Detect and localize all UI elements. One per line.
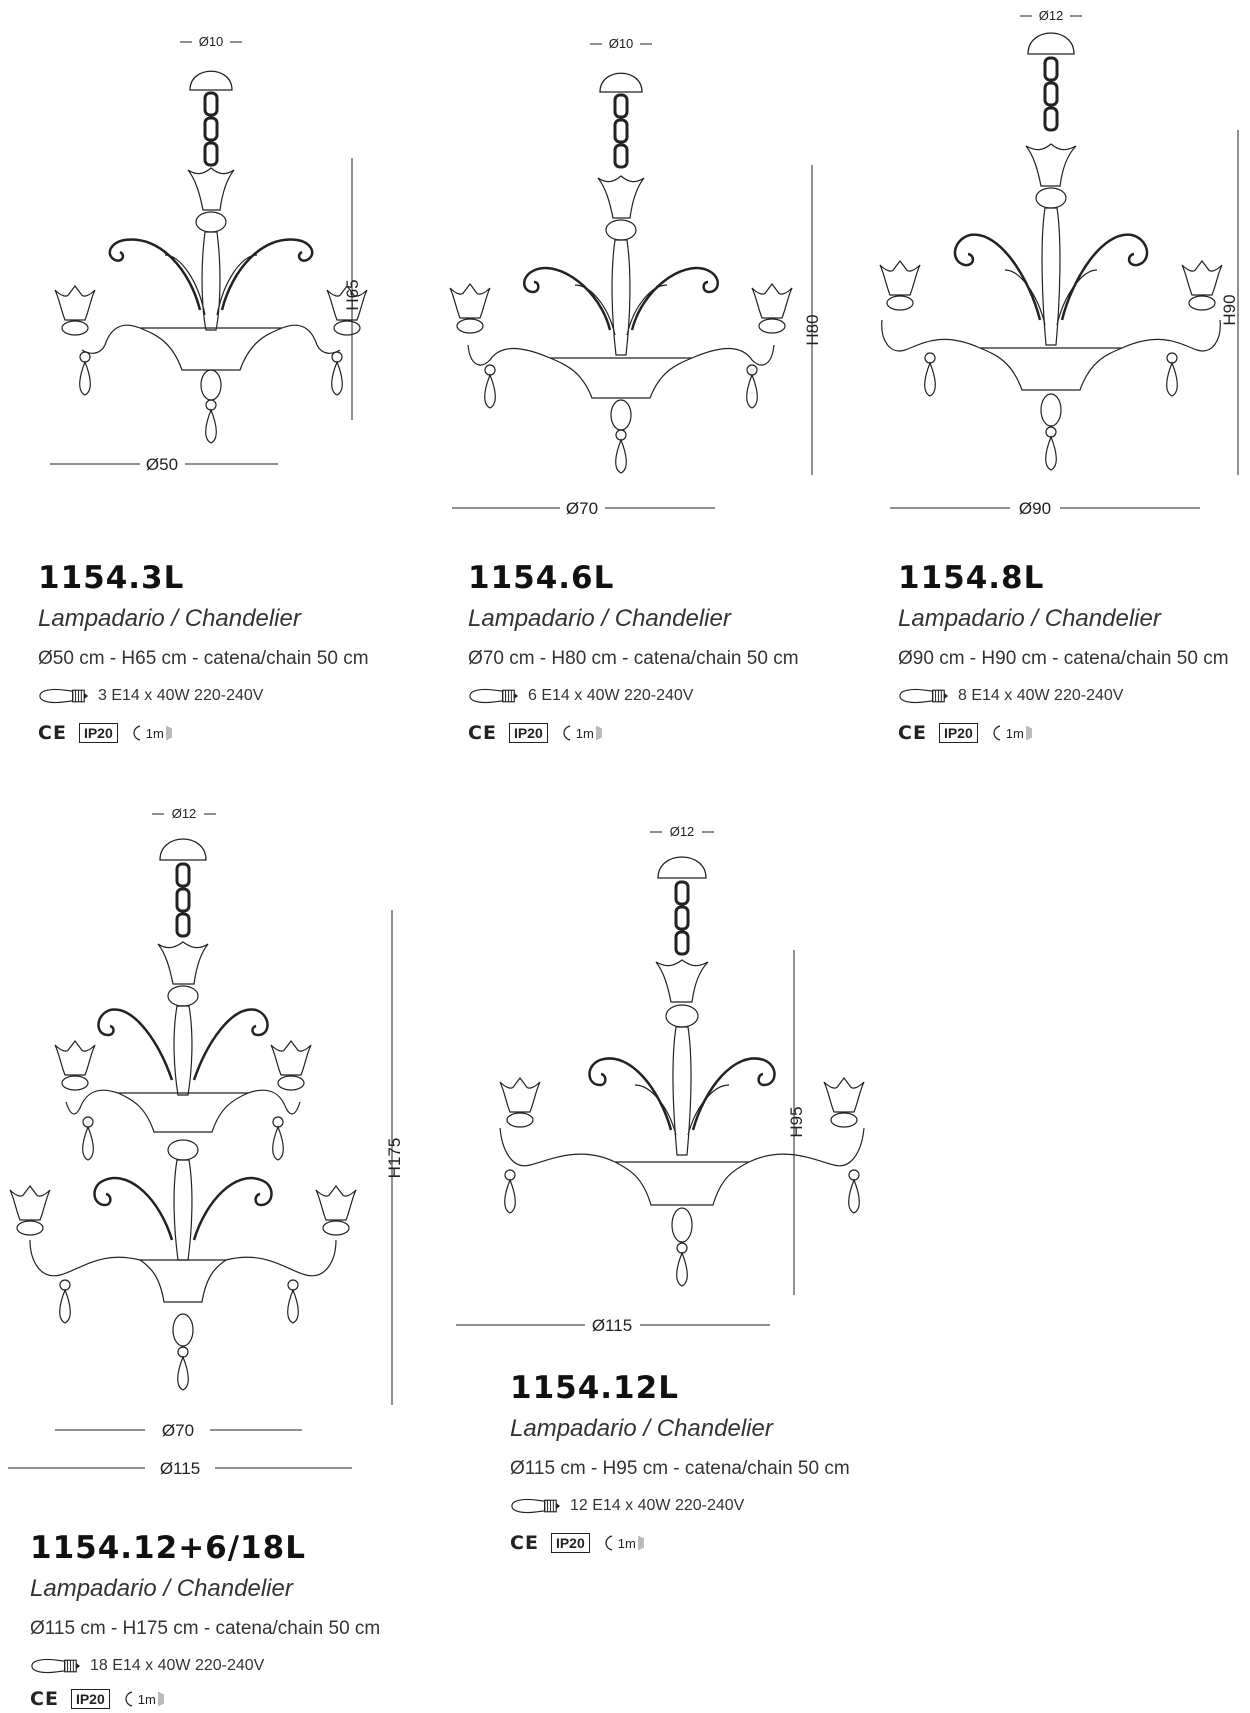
cable-length <box>130 724 172 742</box>
bulb-icon <box>30 1656 82 1676</box>
cable-length-text: 1m <box>145 725 164 741</box>
product-1154-12-6-18l <box>0 790 480 1710</box>
product-1154-6l <box>430 0 850 744</box>
ip-rating-badge: IP20 <box>551 1533 590 1553</box>
product-1154-3l <box>0 0 420 744</box>
certifications <box>510 1532 644 1554</box>
product-1154-12l <box>490 810 910 1600</box>
chandelier-drawing <box>0 790 480 1490</box>
certifications <box>30 1688 164 1710</box>
bulb-spec <box>510 1496 744 1516</box>
bulb-spec-text: 18 E14 x 40W 220-240V <box>90 1657 265 1674</box>
bulb-spec <box>30 1656 264 1676</box>
cable-icon <box>560 724 574 742</box>
diameter-outer-label: Ø115 <box>159 1459 201 1478</box>
ground-lines-icon <box>158 1691 164 1707</box>
ce-mark-icon: CE <box>38 722 67 744</box>
bulb-icon <box>38 686 90 706</box>
ce-mark-icon: CE <box>30 1688 59 1710</box>
cable-length-text: 1m <box>1005 725 1024 741</box>
product-dimensions: Ø50 cm - H65 cm - catena/chain 50 cm <box>38 648 369 669</box>
product-dimensions: Ø115 cm - H95 cm - catena/chain 50 cm <box>510 1458 850 1479</box>
canopy-diameter-label: Ø12 <box>171 806 197 821</box>
cable-length-text: 1m <box>137 1691 156 1707</box>
certifications <box>898 722 1032 744</box>
product-code: 1154.12L <box>510 1370 679 1406</box>
certifications <box>38 722 172 744</box>
ground-lines-icon <box>638 1535 644 1551</box>
cable-length <box>122 1690 164 1708</box>
product-dimensions: Ø115 cm - H175 cm - catena/chain 50 cm <box>30 1618 381 1639</box>
product-dimensions: Ø90 cm - H90 cm - catena/chain 50 cm <box>898 648 1229 669</box>
diameter-label: Ø50 <box>145 455 179 474</box>
product-type: Lampadario / Chandelier <box>898 605 1161 632</box>
height-label: H95 <box>787 1106 806 1138</box>
product-type: Lampadario / Chandelier <box>468 605 731 632</box>
ground-lines-icon <box>596 725 602 741</box>
canopy-diameter-label: Ø10 <box>608 36 634 51</box>
product-type: Lampadario / Chandelier <box>30 1575 293 1602</box>
product-1154-8l <box>860 0 1250 744</box>
diameter-label: Ø115 <box>591 1316 633 1335</box>
diameter-label: Ø70 <box>565 499 599 518</box>
ground-lines-icon <box>166 725 172 741</box>
ground-lines-icon <box>1026 725 1032 741</box>
product-dimensions: Ø70 cm - H80 cm - catena/chain 50 cm <box>468 648 799 669</box>
product-type: Lampadario / Chandelier <box>38 605 301 632</box>
canopy-diameter-label: Ø12 <box>669 824 695 839</box>
cable-length-text: 1m <box>617 1535 636 1551</box>
bulb-spec <box>898 686 1123 706</box>
ip-rating-badge: IP20 <box>509 723 548 743</box>
ip-rating-badge: IP20 <box>79 723 118 743</box>
certifications <box>468 722 602 744</box>
bulb-icon <box>898 686 950 706</box>
bulb-icon <box>510 1496 562 1516</box>
product-type: Lampadario / Chandelier <box>510 1415 773 1442</box>
product-code: 1154.3L <box>38 560 185 596</box>
diameter-label: Ø90 <box>1018 499 1052 518</box>
ce-mark-icon: CE <box>510 1532 539 1554</box>
bulb-spec <box>38 686 263 706</box>
ip-rating-badge: IP20 <box>939 723 978 743</box>
bulb-icon <box>468 686 520 706</box>
product-code: 1154.12+6/18L <box>30 1530 306 1566</box>
bulb-spec-text: 8 E14 x 40W 220-240V <box>958 687 1124 704</box>
chandelier-drawing <box>40 30 440 520</box>
ip-rating-badge: IP20 <box>71 1689 110 1709</box>
cable-length <box>990 724 1032 742</box>
cable-length-text: 1m <box>575 725 594 741</box>
height-label: H90 <box>1220 294 1239 326</box>
cable-icon <box>130 724 144 742</box>
bulb-spec-text: 6 E14 x 40W 220-240V <box>528 687 694 704</box>
product-code: 1154.8L <box>898 560 1045 596</box>
canopy-diameter-label: Ø10 <box>198 34 224 49</box>
cable-length <box>602 1534 644 1552</box>
height-label: H175 <box>385 1137 404 1179</box>
ce-mark-icon: CE <box>898 722 927 744</box>
ce-mark-icon: CE <box>468 722 497 744</box>
cable-icon <box>602 1534 616 1552</box>
chandelier-drawing <box>490 810 910 1350</box>
chandelier-drawing <box>450 30 850 520</box>
bulb-spec-text: 3 E14 x 40W 220-240V <box>98 687 264 704</box>
chandelier-drawing <box>860 0 1250 520</box>
cable-length <box>560 724 602 742</box>
height-label: H80 <box>803 314 822 346</box>
diameter-inner-label: Ø70 <box>161 1421 195 1440</box>
cable-icon <box>122 1690 136 1708</box>
product-code: 1154.6L <box>468 560 615 596</box>
height-label: H65 <box>343 279 362 311</box>
cable-icon <box>990 724 1004 742</box>
bulb-spec <box>468 686 693 706</box>
canopy-diameter-label: Ø12 <box>1038 8 1064 23</box>
bulb-spec-text: 12 E14 x 40W 220-240V <box>570 1497 745 1514</box>
